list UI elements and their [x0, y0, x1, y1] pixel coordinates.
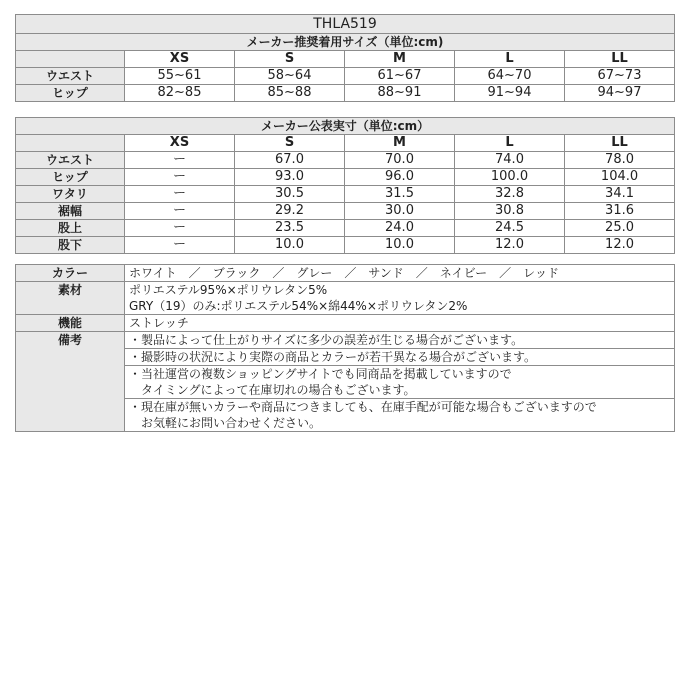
cell-value: ー [125, 152, 235, 169]
remark-item [125, 349, 675, 366]
table-row [16, 203, 675, 220]
corner-cell [16, 51, 125, 68]
row-label: ヒップ [16, 85, 125, 102]
table-row [16, 220, 675, 237]
actual-subtitle: メーカー公表実寸（単位:cm） [16, 118, 675, 135]
cell-value: ー [125, 186, 235, 203]
cell-value: 34.1 [565, 186, 675, 203]
row-label: 裾幅 [16, 203, 125, 220]
size-header-m: M [345, 51, 455, 68]
material-line-1: ポリエステル95%×ポリウレタン5% [125, 282, 675, 299]
cell-value: ー [125, 237, 235, 254]
cell-value: 23.5 [235, 220, 345, 237]
row-label: 股下 [16, 237, 125, 254]
table-row [16, 152, 675, 169]
cell-value: 31.5 [345, 186, 455, 203]
product-info-table [15, 264, 675, 432]
cell-value: 12.0 [455, 237, 565, 254]
cell-value: 10.0 [345, 237, 455, 254]
size-header-xs: XS [125, 135, 235, 152]
material-line-2: GRY（19）のみ:ポリエステル54%×綿44%×ポリウレタン2% [125, 298, 675, 315]
remark-line: ・当社運営の複数ショッピングサイトでも同商品を掲載していますので [129, 367, 512, 381]
remark-item [125, 399, 675, 432]
cell-value: 25.0 [565, 220, 675, 237]
actual-size-table [15, 117, 675, 254]
cell-value: ー [125, 203, 235, 220]
cell-value: 67~73 [565, 68, 675, 85]
cell-value: ー [125, 169, 235, 186]
corner-cell [16, 135, 125, 152]
cell-value: 104.0 [565, 169, 675, 186]
size-header-ll: LL [565, 135, 675, 152]
cell-value: 24.5 [455, 220, 565, 237]
remark-line: ・撮影時の状況により実際の商品とカラーが若干異なる場合がございます。 [129, 350, 537, 364]
cell-value: 96.0 [345, 169, 455, 186]
cell-value: 70.0 [345, 152, 455, 169]
cell-value: 12.0 [565, 237, 675, 254]
size-header-l: L [455, 135, 565, 152]
size-header-xs: XS [125, 51, 235, 68]
remark-line: お気軽にお問い合わせください。 [129, 416, 322, 430]
size-header-ll: LL [565, 51, 675, 68]
table-row [16, 85, 675, 102]
row-label: ウエスト [16, 152, 125, 169]
cell-value: ー [125, 220, 235, 237]
cell-value: 85~88 [235, 85, 345, 102]
cell-value: 100.0 [455, 169, 565, 186]
cell-value: 64~70 [455, 68, 565, 85]
table-row [16, 186, 675, 203]
row-label: ウエスト [16, 68, 125, 85]
product-code: THLA519 [16, 15, 675, 34]
material-label: 素材 [16, 282, 125, 315]
size-header-m: M [345, 135, 455, 152]
cell-value: 30.0 [345, 203, 455, 220]
cell-value: 94~97 [565, 85, 675, 102]
cell-value: 10.0 [235, 237, 345, 254]
remark-line: ・製品によって仕上がりサイズに多少の誤差が生じる場合がございます。 [129, 333, 524, 347]
cell-value: 78.0 [565, 152, 675, 169]
cell-value: 31.6 [565, 203, 675, 220]
cell-value: 29.2 [235, 203, 345, 220]
size-header-s: S [235, 135, 345, 152]
cell-value: 91~94 [455, 85, 565, 102]
remark-line: タイミングによって在庫切れの場合もございます。 [129, 383, 416, 397]
row-label: ヒップ [16, 169, 125, 186]
color-label: カラー [16, 265, 125, 282]
cell-value: 82~85 [125, 85, 235, 102]
remark-item [125, 332, 675, 349]
color-value: ホワイト ／ ブラック ／ グレー ／ サンド ／ ネイビー ／ レッド [125, 265, 675, 282]
cell-value: 55~61 [125, 68, 235, 85]
cell-value: 58~64 [235, 68, 345, 85]
cell-value: 67.0 [235, 152, 345, 169]
table-row [16, 169, 675, 186]
function-label: 機能 [16, 315, 125, 332]
cell-value: 61~67 [345, 68, 455, 85]
cell-value: 93.0 [235, 169, 345, 186]
table-row [16, 237, 675, 254]
size-header-s: S [235, 51, 345, 68]
cell-value: 88~91 [345, 85, 455, 102]
cell-value: 30.8 [455, 203, 565, 220]
table-row [16, 68, 675, 85]
size-header-l: L [455, 51, 565, 68]
recommended-subtitle: メーカー推奨着用サイズ（単位:cm) [16, 34, 675, 51]
remark-line: ・現在庫が無いカラーや商品につきましても、在庫手配が可能な場合もございますので [129, 400, 597, 414]
remarks-label: 備考 [16, 332, 125, 432]
cell-value: 24.0 [345, 220, 455, 237]
remark-item [125, 366, 675, 399]
row-label: 股上 [16, 220, 125, 237]
cell-value: 74.0 [455, 152, 565, 169]
function-value: ストレッチ [125, 315, 675, 332]
cell-value: 32.8 [455, 186, 565, 203]
recommended-size-table [15, 14, 675, 102]
row-label: ワタリ [16, 186, 125, 203]
cell-value: 30.5 [235, 186, 345, 203]
